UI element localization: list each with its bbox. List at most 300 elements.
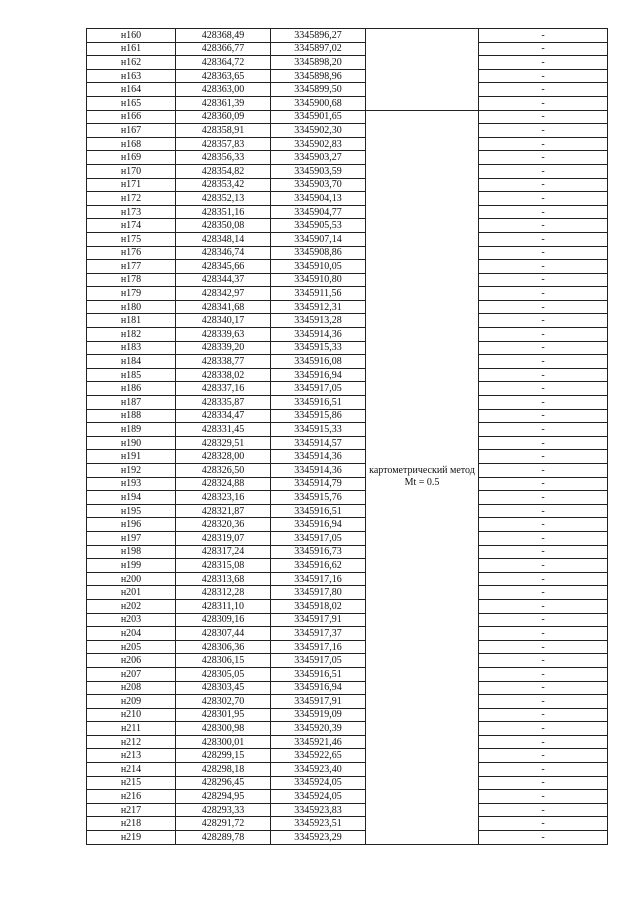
- table-row: [87, 681, 608, 695]
- table-row: [87, 164, 608, 178]
- y-coordinate-cell: 3345907,14: [271, 232, 366, 246]
- point-id-cell: н203: [87, 613, 176, 627]
- point-id-cell: н174: [87, 219, 176, 233]
- table-row: [87, 124, 608, 138]
- note-cell: -: [479, 572, 608, 586]
- note-cell: -: [479, 232, 608, 246]
- table-row: [87, 572, 608, 586]
- table-row: [87, 735, 608, 749]
- note-cell: -: [479, 260, 608, 274]
- table-row: [87, 654, 608, 668]
- note-cell: -: [479, 545, 608, 559]
- x-coordinate-cell: 428313,68: [176, 572, 271, 586]
- note-cell: -: [479, 137, 608, 151]
- point-id-cell: н206: [87, 654, 176, 668]
- x-coordinate-cell: 428338,77: [176, 355, 271, 369]
- x-coordinate-cell: 428360,09: [176, 110, 271, 124]
- y-coordinate-cell: 3345923,51: [271, 817, 366, 831]
- table-row: [87, 409, 608, 423]
- method-cell: картометрический метод Mt = 0.5: [366, 110, 479, 844]
- note-cell: -: [479, 817, 608, 831]
- y-coordinate-cell: 3345901,65: [271, 110, 366, 124]
- table-row: [87, 396, 608, 410]
- note-cell: -: [479, 450, 608, 464]
- point-id-cell: н208: [87, 681, 176, 695]
- table-row: [87, 29, 608, 43]
- table-row: [87, 314, 608, 328]
- note-cell: -: [479, 654, 608, 668]
- point-id-cell: н195: [87, 504, 176, 518]
- x-coordinate-cell: 428344,37: [176, 273, 271, 287]
- x-coordinate-cell: 428301,95: [176, 708, 271, 722]
- point-id-cell: н211: [87, 722, 176, 736]
- point-id-cell: н173: [87, 205, 176, 219]
- table-row: [87, 151, 608, 165]
- x-coordinate-cell: 428363,00: [176, 83, 271, 97]
- note-cell: -: [479, 110, 608, 124]
- point-id-cell: н219: [87, 831, 176, 845]
- x-coordinate-cell: 428299,15: [176, 749, 271, 763]
- x-coordinate-cell: 428321,87: [176, 504, 271, 518]
- note-cell: -: [479, 300, 608, 314]
- x-coordinate-cell: 428331,45: [176, 423, 271, 437]
- y-coordinate-cell: 3345902,30: [271, 124, 366, 138]
- point-id-cell: н209: [87, 695, 176, 709]
- table-row: [87, 137, 608, 151]
- x-coordinate-cell: 428293,33: [176, 803, 271, 817]
- y-coordinate-cell: 3345917,91: [271, 695, 366, 709]
- y-coordinate-cell: 3345917,16: [271, 572, 366, 586]
- point-id-cell: н217: [87, 803, 176, 817]
- point-id-cell: н187: [87, 396, 176, 410]
- y-coordinate-cell: 3345915,33: [271, 341, 366, 355]
- point-id-cell: н200: [87, 572, 176, 586]
- point-id-cell: н162: [87, 56, 176, 70]
- table-row: [87, 56, 608, 70]
- x-coordinate-cell: 428328,00: [176, 450, 271, 464]
- note-cell: -: [479, 287, 608, 301]
- point-id-cell: н175: [87, 232, 176, 246]
- note-cell: -: [479, 518, 608, 532]
- table-row: [87, 708, 608, 722]
- y-coordinate-cell: 3345898,96: [271, 69, 366, 83]
- x-coordinate-cell: 428300,98: [176, 722, 271, 736]
- table-row: [87, 722, 608, 736]
- y-coordinate-cell: 3345917,91: [271, 613, 366, 627]
- y-coordinate-cell: 3345923,29: [271, 831, 366, 845]
- note-cell: -: [479, 164, 608, 178]
- y-coordinate-cell: 3345916,08: [271, 355, 366, 369]
- point-id-cell: н176: [87, 246, 176, 260]
- y-coordinate-cell: 3345898,20: [271, 56, 366, 70]
- y-coordinate-cell: 3345904,13: [271, 192, 366, 206]
- point-id-cell: н170: [87, 164, 176, 178]
- point-id-cell: н207: [87, 667, 176, 681]
- note-cell: -: [479, 96, 608, 110]
- table-row: [87, 640, 608, 654]
- point-id-cell: н182: [87, 328, 176, 342]
- point-id-cell: н210: [87, 708, 176, 722]
- point-id-cell: н198: [87, 545, 176, 559]
- table-row: [87, 464, 608, 478]
- y-coordinate-cell: 3345924,05: [271, 776, 366, 790]
- point-id-cell: н161: [87, 42, 176, 56]
- y-coordinate-cell: 3345923,83: [271, 803, 366, 817]
- x-coordinate-cell: 428326,50: [176, 464, 271, 478]
- note-cell: -: [479, 205, 608, 219]
- table-row: [87, 559, 608, 573]
- point-id-cell: н184: [87, 355, 176, 369]
- point-id-cell: н215: [87, 776, 176, 790]
- note-cell: -: [479, 531, 608, 545]
- note-cell: -: [479, 667, 608, 681]
- point-id-cell: н165: [87, 96, 176, 110]
- y-coordinate-cell: 3345914,79: [271, 477, 366, 491]
- y-coordinate-cell: 3345905,53: [271, 219, 366, 233]
- note-cell: -: [479, 341, 608, 355]
- note-cell: -: [479, 409, 608, 423]
- note-cell: -: [479, 803, 608, 817]
- point-id-cell: н189: [87, 423, 176, 437]
- x-coordinate-cell: 428337,16: [176, 382, 271, 396]
- x-coordinate-cell: 428317,24: [176, 545, 271, 559]
- x-coordinate-cell: 428338,02: [176, 368, 271, 382]
- coordinates-table-body: [87, 29, 608, 845]
- x-coordinate-cell: 428291,72: [176, 817, 271, 831]
- y-coordinate-cell: 3345916,94: [271, 518, 366, 532]
- x-coordinate-cell: 428334,47: [176, 409, 271, 423]
- x-coordinate-cell: 428340,17: [176, 314, 271, 328]
- point-id-cell: н191: [87, 450, 176, 464]
- point-id-cell: н205: [87, 640, 176, 654]
- table-row: [87, 763, 608, 777]
- x-coordinate-cell: 428350,08: [176, 219, 271, 233]
- note-cell: -: [479, 695, 608, 709]
- coordinates-table: [86, 28, 608, 845]
- x-coordinate-cell: 428309,16: [176, 613, 271, 627]
- y-coordinate-cell: 3345912,31: [271, 300, 366, 314]
- note-cell: -: [479, 599, 608, 613]
- table-row: [87, 355, 608, 369]
- note-cell: -: [479, 368, 608, 382]
- x-coordinate-cell: 428346,74: [176, 246, 271, 260]
- note-cell: -: [479, 559, 608, 573]
- x-coordinate-cell: 428324,88: [176, 477, 271, 491]
- note-cell: -: [479, 382, 608, 396]
- y-coordinate-cell: 3345917,16: [271, 640, 366, 654]
- y-coordinate-cell: 3345904,77: [271, 205, 366, 219]
- x-coordinate-cell: 428366,77: [176, 42, 271, 56]
- point-id-cell: н171: [87, 178, 176, 192]
- point-id-cell: н214: [87, 763, 176, 777]
- table-row: [87, 831, 608, 845]
- table-row: [87, 817, 608, 831]
- note-cell: -: [479, 491, 608, 505]
- note-cell: -: [479, 246, 608, 260]
- point-id-cell: н192: [87, 464, 176, 478]
- point-id-cell: н188: [87, 409, 176, 423]
- x-coordinate-cell: 428289,78: [176, 831, 271, 845]
- x-coordinate-cell: 428307,44: [176, 627, 271, 641]
- point-id-cell: н181: [87, 314, 176, 328]
- note-cell: -: [479, 273, 608, 287]
- table-row: [87, 368, 608, 382]
- table-row: [87, 450, 608, 464]
- note-cell: -: [479, 29, 608, 43]
- x-coordinate-cell: 428357,83: [176, 137, 271, 151]
- x-coordinate-cell: 428352,13: [176, 192, 271, 206]
- y-coordinate-cell: 3345914,36: [271, 450, 366, 464]
- point-id-cell: н218: [87, 817, 176, 831]
- x-coordinate-cell: 428298,18: [176, 763, 271, 777]
- x-coordinate-cell: 428305,05: [176, 667, 271, 681]
- table-row: [87, 790, 608, 804]
- note-cell: -: [479, 396, 608, 410]
- point-id-cell: н199: [87, 559, 176, 573]
- note-cell: -: [479, 586, 608, 600]
- note-cell: -: [479, 314, 608, 328]
- x-coordinate-cell: 428306,36: [176, 640, 271, 654]
- note-cell: -: [479, 192, 608, 206]
- x-coordinate-cell: 428303,45: [176, 681, 271, 695]
- y-coordinate-cell: 3345902,83: [271, 137, 366, 151]
- table-row: [87, 178, 608, 192]
- y-coordinate-cell: 3345910,80: [271, 273, 366, 287]
- note-cell: -: [479, 328, 608, 342]
- table-row: [87, 776, 608, 790]
- table-row: [87, 531, 608, 545]
- point-id-cell: н177: [87, 260, 176, 274]
- y-coordinate-cell: 3345915,33: [271, 423, 366, 437]
- table-row: [87, 599, 608, 613]
- point-id-cell: н186: [87, 382, 176, 396]
- y-coordinate-cell: 3345917,37: [271, 627, 366, 641]
- point-id-cell: н179: [87, 287, 176, 301]
- note-cell: -: [479, 708, 608, 722]
- table-row: [87, 192, 608, 206]
- point-id-cell: н216: [87, 790, 176, 804]
- note-cell: -: [479, 83, 608, 97]
- y-coordinate-cell: 3345918,02: [271, 599, 366, 613]
- point-id-cell: н196: [87, 518, 176, 532]
- table-row: [87, 749, 608, 763]
- y-coordinate-cell: 3345916,73: [271, 545, 366, 559]
- note-cell: -: [479, 790, 608, 804]
- point-id-cell: н201: [87, 586, 176, 600]
- x-coordinate-cell: 428358,91: [176, 124, 271, 138]
- y-coordinate-cell: 3345900,68: [271, 96, 366, 110]
- note-cell: -: [479, 436, 608, 450]
- y-coordinate-cell: 3345922,65: [271, 749, 366, 763]
- note-cell: -: [479, 681, 608, 695]
- x-coordinate-cell: 428315,08: [176, 559, 271, 573]
- table-row: [87, 341, 608, 355]
- x-coordinate-cell: 428294,95: [176, 790, 271, 804]
- point-id-cell: н172: [87, 192, 176, 206]
- table-row: [87, 205, 608, 219]
- table-row: [87, 695, 608, 709]
- table-row: [87, 42, 608, 56]
- y-coordinate-cell: 3345899,50: [271, 83, 366, 97]
- note-cell: -: [479, 477, 608, 491]
- table-row: [87, 545, 608, 559]
- x-coordinate-cell: 428339,20: [176, 341, 271, 355]
- y-coordinate-cell: 3345908,86: [271, 246, 366, 260]
- table-row: [87, 246, 608, 260]
- point-id-cell: н166: [87, 110, 176, 124]
- note-cell: -: [479, 151, 608, 165]
- note-cell: -: [479, 504, 608, 518]
- table-row: [87, 491, 608, 505]
- x-coordinate-cell: 428306,15: [176, 654, 271, 668]
- table-row: [87, 260, 608, 274]
- y-coordinate-cell: 3345916,62: [271, 559, 366, 573]
- point-id-cell: н213: [87, 749, 176, 763]
- x-coordinate-cell: 428361,39: [176, 96, 271, 110]
- note-cell: -: [479, 763, 608, 777]
- x-coordinate-cell: 428342,97: [176, 287, 271, 301]
- table-row: [87, 613, 608, 627]
- x-coordinate-cell: 428319,07: [176, 531, 271, 545]
- point-id-cell: н180: [87, 300, 176, 314]
- point-id-cell: н197: [87, 531, 176, 545]
- note-cell: -: [479, 219, 608, 233]
- x-coordinate-cell: 428353,42: [176, 178, 271, 192]
- x-coordinate-cell: 428335,87: [176, 396, 271, 410]
- table-row: [87, 436, 608, 450]
- x-coordinate-cell: 428341,68: [176, 300, 271, 314]
- x-coordinate-cell: 428354,82: [176, 164, 271, 178]
- x-coordinate-cell: 428311,10: [176, 599, 271, 613]
- point-id-cell: н178: [87, 273, 176, 287]
- y-coordinate-cell: 3345915,76: [271, 491, 366, 505]
- x-coordinate-cell: 428356,33: [176, 151, 271, 165]
- x-coordinate-cell: 428351,16: [176, 205, 271, 219]
- note-cell: -: [479, 56, 608, 70]
- note-cell: -: [479, 613, 608, 627]
- table-row: [87, 382, 608, 396]
- y-coordinate-cell: 3345910,05: [271, 260, 366, 274]
- table-row: [87, 328, 608, 342]
- x-coordinate-cell: 428339,63: [176, 328, 271, 342]
- y-coordinate-cell: 3345924,05: [271, 790, 366, 804]
- note-cell: -: [479, 355, 608, 369]
- note-cell: -: [479, 178, 608, 192]
- y-coordinate-cell: 3345903,27: [271, 151, 366, 165]
- y-coordinate-cell: 3345916,94: [271, 681, 366, 695]
- point-id-cell: н163: [87, 69, 176, 83]
- x-coordinate-cell: 428302,70: [176, 695, 271, 709]
- x-coordinate-cell: 428348,14: [176, 232, 271, 246]
- table-row: [87, 83, 608, 97]
- note-cell: -: [479, 464, 608, 478]
- y-coordinate-cell: 3345917,05: [271, 531, 366, 545]
- note-cell: -: [479, 423, 608, 437]
- y-coordinate-cell: 3345917,05: [271, 654, 366, 668]
- method-cell-empty: [366, 29, 479, 111]
- point-id-cell: н167: [87, 124, 176, 138]
- x-coordinate-cell: 428323,16: [176, 491, 271, 505]
- y-coordinate-cell: 3345903,70: [271, 178, 366, 192]
- x-coordinate-cell: 428312,28: [176, 586, 271, 600]
- y-coordinate-cell: 3345916,51: [271, 396, 366, 410]
- y-coordinate-cell: 3345916,94: [271, 368, 366, 382]
- y-coordinate-cell: 3345914,36: [271, 328, 366, 342]
- point-id-cell: н204: [87, 627, 176, 641]
- y-coordinate-cell: 3345911,56: [271, 287, 366, 301]
- note-cell: -: [479, 722, 608, 736]
- y-coordinate-cell: 3345920,39: [271, 722, 366, 736]
- table-row: [87, 477, 608, 491]
- x-coordinate-cell: 428296,45: [176, 776, 271, 790]
- point-id-cell: н168: [87, 137, 176, 151]
- point-id-cell: н194: [87, 491, 176, 505]
- table-row: [87, 287, 608, 301]
- table-row: [87, 504, 608, 518]
- y-coordinate-cell: 3345897,02: [271, 42, 366, 56]
- y-coordinate-cell: 3345916,51: [271, 667, 366, 681]
- point-id-cell: н183: [87, 341, 176, 355]
- note-cell: -: [479, 776, 608, 790]
- y-coordinate-cell: 3345915,86: [271, 409, 366, 423]
- point-id-cell: н169: [87, 151, 176, 165]
- note-cell: -: [479, 749, 608, 763]
- table-row: [87, 96, 608, 110]
- table-row: [87, 219, 608, 233]
- table-row: [87, 110, 608, 124]
- y-coordinate-cell: 3345921,46: [271, 735, 366, 749]
- table-row: [87, 586, 608, 600]
- x-coordinate-cell: 428368,49: [176, 29, 271, 43]
- point-id-cell: н212: [87, 735, 176, 749]
- table-row: [87, 423, 608, 437]
- note-cell: -: [479, 640, 608, 654]
- y-coordinate-cell: 3345917,80: [271, 586, 366, 600]
- y-coordinate-cell: 3345914,36: [271, 464, 366, 478]
- note-cell: -: [479, 69, 608, 83]
- table-row: [87, 627, 608, 641]
- x-coordinate-cell: 428364,72: [176, 56, 271, 70]
- note-cell: -: [479, 831, 608, 845]
- table-row: [87, 803, 608, 817]
- point-id-cell: н164: [87, 83, 176, 97]
- x-coordinate-cell: 428300,01: [176, 735, 271, 749]
- note-cell: -: [479, 627, 608, 641]
- y-coordinate-cell: 3345913,28: [271, 314, 366, 328]
- point-id-cell: н160: [87, 29, 176, 43]
- table-row: [87, 300, 608, 314]
- y-coordinate-cell: 3345896,27: [271, 29, 366, 43]
- y-coordinate-cell: 3345916,51: [271, 504, 366, 518]
- note-cell: -: [479, 735, 608, 749]
- table-row: [87, 518, 608, 532]
- table-row: [87, 69, 608, 83]
- x-coordinate-cell: 428329,51: [176, 436, 271, 450]
- x-coordinate-cell: 428345,66: [176, 260, 271, 274]
- point-id-cell: н202: [87, 599, 176, 613]
- y-coordinate-cell: 3345923,40: [271, 763, 366, 777]
- table-row: [87, 273, 608, 287]
- point-id-cell: н190: [87, 436, 176, 450]
- point-id-cell: н193: [87, 477, 176, 491]
- table-row: [87, 667, 608, 681]
- x-coordinate-cell: 428363,65: [176, 69, 271, 83]
- note-cell: -: [479, 42, 608, 56]
- y-coordinate-cell: 3345914,57: [271, 436, 366, 450]
- y-coordinate-cell: 3345903,59: [271, 164, 366, 178]
- y-coordinate-cell: 3345919,09: [271, 708, 366, 722]
- table-row: [87, 232, 608, 246]
